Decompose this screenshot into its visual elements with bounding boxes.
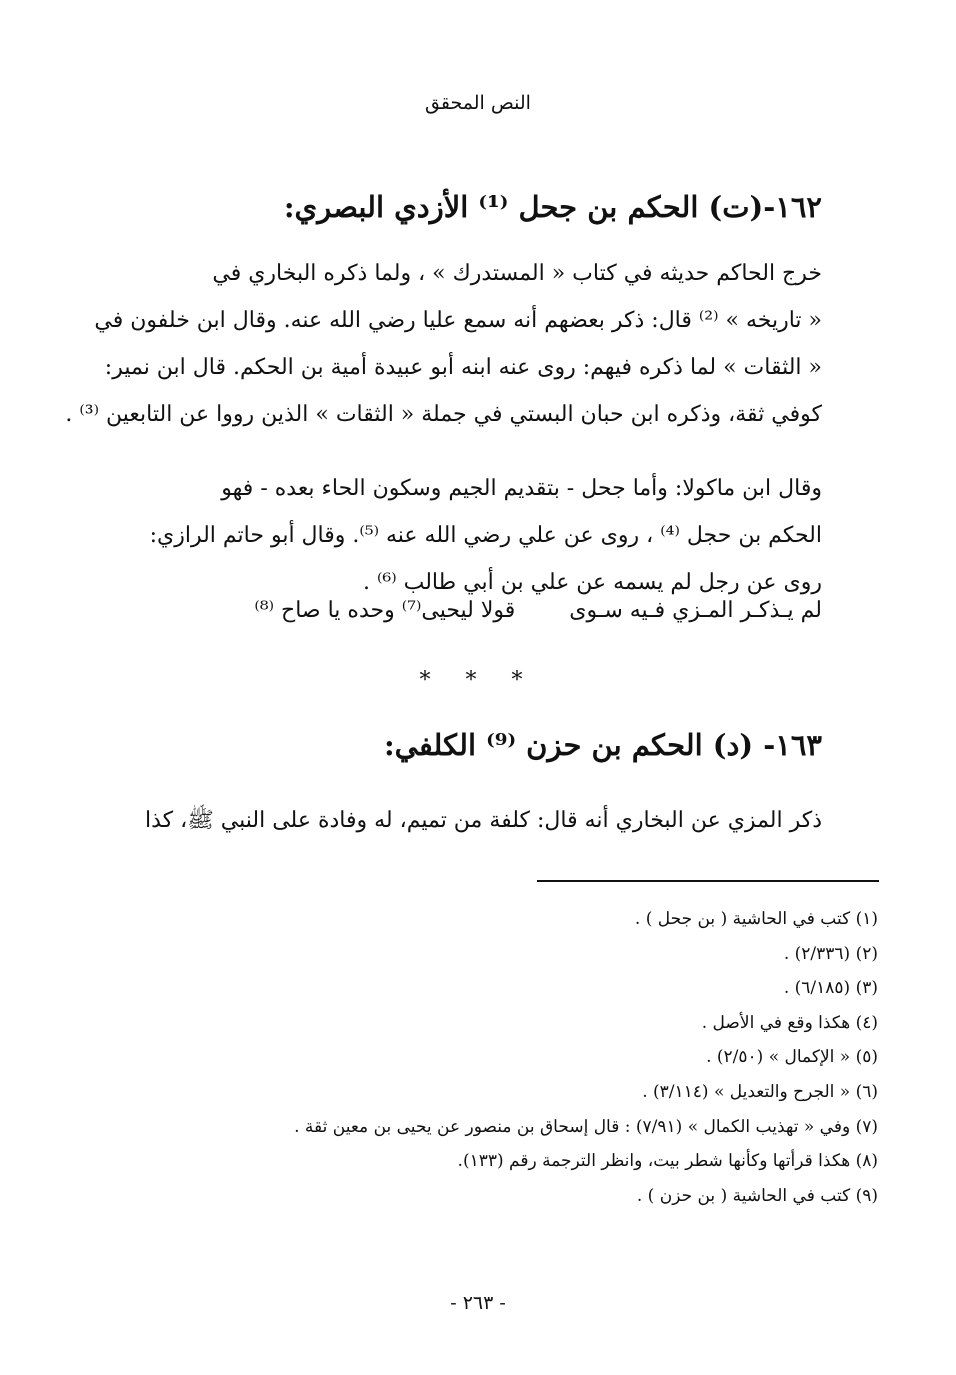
- verse-right-hemistich: لم يـذكـر المـزي فـيه سـوى: [569, 598, 822, 623]
- text-line: خرج الحاكم حديثه في كتاب « المستدرك » ، ولما ذكره البخاري في: [212, 261, 822, 286]
- text-line: « الثقات » لما ذكره فيهم: روى عنه ابنه أبو عبيدة أمية بن الحكم. قال ابن نمير:: [104, 355, 822, 380]
- text-line: وقال ابن ماكولا: وأما جحل - بتقديم الجيم وسكون الحاء بعده - فهو: [221, 476, 822, 501]
- footnote-4: (٤) هكذا وقع في الأصل .: [701, 1012, 878, 1033]
- entry-162-heading: ١٦٢-(ت) الحكم بن جحل ⁽¹⁾ الأزدي البصري:: [283, 190, 822, 224]
- section-separator: * * *: [419, 668, 537, 693]
- verse-line: [102, 598, 822, 623]
- footnote-9: (٩) كتب في الحاشية ( بن حزن ) .: [636, 1185, 878, 1206]
- text-line: الحكم بن حجل ⁽⁴⁾ ، روى عن علي رضي الله عنه ⁽⁵⁾. وقال أبو حاتم الرازي:: [149, 523, 822, 548]
- footnotes: [138, 902, 878, 1213]
- footnote-1: (١) كتب في الحاشية ( بن جحل ) .: [634, 909, 878, 929]
- footnote-2: (٢) (٢/٣٣٦) .: [783, 943, 878, 964]
- verse-left-hemistich: قولا ليحيى⁽⁷⁾ وحده يا صاح ⁽⁸⁾: [254, 598, 516, 623]
- footnote-5: (٥) « الإكمال » (٢/٥٠) .: [706, 1047, 878, 1068]
- footnote-rule: [537, 880, 879, 882]
- footnote-7: (٧) وفي « تهذيب الكمال » (٧/٩١) : قال إسحاق بن منصور عن يحيى بن معين ثقة .: [294, 1116, 878, 1137]
- text-line: ذكر المزي عن البخاري أنه قال: كلفة من تميم، له وفادة على النبي ﷺ، كذا: [144, 808, 822, 833]
- text-line: كوفي ثقة، وذكره ابن حبان البستي في جملة « الثقات » الذين رووا عن التابعين ⁽³⁾ .: [65, 402, 822, 427]
- footnote-6: (٦) « الجرح والتعديل » (٣/١١٤) .: [642, 1081, 878, 1102]
- entry-162-paragraph-2: [102, 465, 822, 606]
- text-line: « تاريخه » ⁽²⁾ قال: ذكر بعضهم أنه سمع عليا رضي الله عنه. وقال ابن خلفون في: [94, 308, 822, 333]
- footnote-3: (٣) (٦/١٨٥) .: [783, 978, 878, 999]
- entry-163-paragraph-1: [102, 797, 822, 844]
- entry-163-heading: ١٦٣- (د) الحكم بن حزن ⁽⁹⁾ الكلفي:: [383, 728, 822, 762]
- running-head: النص المحقق: [425, 92, 531, 114]
- footnote-8: (٨) هكذا قرأتها وكأنها شطر بيت، وانظر الترجمة رقم (١٣٣).: [457, 1151, 878, 1172]
- entry-162-paragraph-1: [65, 250, 822, 438]
- text-line: روى عن رجل لم يسمه عن علي بن أبي طالب ⁽⁶⁾ .: [363, 570, 822, 595]
- page-number: - ٢٦٣ -: [450, 1292, 506, 1314]
